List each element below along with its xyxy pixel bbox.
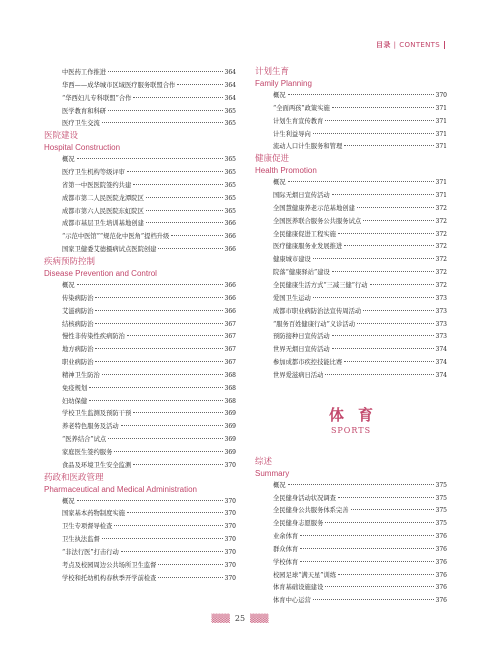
toc-entry (255, 557, 447, 570)
entry-title: 全民健身公共服务体系完善 (273, 507, 349, 515)
entry-page: 375 (435, 520, 447, 528)
entry-page: 370 (224, 461, 236, 469)
entry-page: 373 (435, 320, 447, 328)
dot-leader (127, 171, 223, 172)
entry-page: 364 (224, 81, 236, 89)
entry-title: 国家卫健委艾德摄病试点医院创建 (62, 246, 157, 254)
dot-leader (146, 210, 223, 211)
dot-leader (121, 551, 223, 552)
dot-leader (95, 310, 222, 311)
entry-page: 371 (435, 179, 447, 187)
entry-page: 365 (224, 181, 236, 189)
entry-title: 家庭医生签约服务 (62, 448, 113, 456)
entry-page: 372 (435, 217, 447, 225)
entry-title: 省第一中医医院签约共建 (62, 181, 132, 189)
section-title-en: Disease Prevention and Control (44, 268, 157, 278)
footer-ornament-left: ▒▒▒ (211, 614, 230, 623)
entry-title: 学校卫生监测及预防干预 (62, 410, 132, 418)
dot-leader (344, 245, 433, 246)
entry-page: 366 (224, 281, 236, 289)
toc-entry (255, 331, 447, 344)
dot-leader (146, 222, 223, 223)
entry-page: 365 (224, 107, 236, 115)
entry-page: 370 (224, 497, 236, 505)
toc-entry (255, 531, 447, 544)
section-title-en: Pharmaceutical and Medical Administration (44, 484, 197, 494)
entry-title: 食品及环境卫生安全监测 (62, 461, 132, 469)
dot-leader (332, 271, 434, 272)
toc-entry (44, 180, 236, 193)
dot-leader (325, 522, 433, 523)
dot-leader (332, 107, 434, 108)
entry-title: 艾滋病防治 (62, 307, 94, 315)
entry-title: 概况 (62, 497, 75, 505)
entry-page: 373 (435, 307, 447, 315)
toc-entry (44, 167, 236, 180)
dot-leader (95, 361, 222, 362)
toc-entry (255, 190, 447, 203)
section-title-cn: 疾病预防控制 (44, 256, 96, 267)
dot-leader (171, 235, 222, 236)
entry-page: 375 (435, 494, 447, 502)
entry-title: 全民健康促进工程实施 (273, 230, 336, 238)
dot-leader (357, 323, 434, 324)
dot-leader (158, 248, 222, 249)
toc-entry (44, 244, 236, 257)
entry-page: 372 (435, 243, 447, 251)
entry-title: 全民健康生活方式“三减三健”行动 (273, 281, 368, 289)
dot-leader (313, 258, 434, 259)
dot-leader (313, 599, 434, 600)
toc-entry (255, 370, 447, 383)
toc-entry (44, 460, 236, 473)
entry-title: “服务百姓健康行动”义诊活动 (273, 320, 356, 328)
toc-entry (255, 229, 447, 242)
dot-leader (102, 122, 223, 123)
toc-entry (255, 129, 447, 142)
toc-entry (44, 434, 236, 447)
entry-page: 376 (435, 584, 447, 592)
dot-leader (288, 484, 434, 485)
entry-title: 慢性非传染性疾病防治 (62, 333, 125, 341)
dot-leader (363, 310, 433, 311)
entry-title: “示范中医馆”“规范化中医角”提档升级 (62, 233, 170, 241)
entry-page: 371 (435, 192, 447, 200)
toc-entry (44, 383, 236, 396)
dot-leader (338, 497, 434, 498)
entry-title: 免疫规划 (62, 384, 88, 392)
entry-title: 医疗卫生交流 (62, 120, 100, 128)
dot-leader (127, 335, 223, 336)
entry-page: 376 (435, 597, 447, 605)
toc-entry (44, 206, 236, 219)
entry-title: 全国医养联合服务公共服务试点 (273, 217, 362, 225)
entry-page: 372 (435, 204, 447, 212)
entry-page: 368 (224, 371, 236, 379)
entry-page: 373 (435, 333, 447, 341)
toc-entry (255, 203, 447, 216)
entry-page: 365 (224, 169, 236, 177)
entry-title: “华西妇儿专科联盟”合作 (62, 94, 132, 102)
toc-entry (44, 573, 236, 586)
entry-title: 医疗健康服务业发展推进 (273, 243, 343, 251)
entry-page: 375 (435, 481, 447, 489)
dot-leader (351, 509, 434, 510)
entry-page: 375 (435, 507, 447, 515)
entry-title: 医学教育和科研 (62, 107, 107, 115)
entry-page: 366 (224, 233, 236, 241)
toc-entry (255, 177, 447, 190)
entry-page: 374 (435, 346, 447, 354)
dot-leader (325, 120, 433, 121)
entry-title: 学校体育 (273, 558, 299, 566)
entry-title: 学校和托幼机构春秋季开学前检查 (62, 574, 157, 582)
entry-title: 地方病防治 (62, 346, 94, 354)
entry-title: 业余体育 (273, 533, 299, 541)
part-title-en: SPORTS (330, 425, 372, 435)
entry-page: 370 (435, 92, 447, 99)
running-header: 目录 | CONTENTS (376, 40, 445, 50)
dot-leader (300, 561, 433, 562)
section-title-cn: 计划生育 (255, 67, 290, 77)
dot-leader (102, 538, 223, 539)
toc-entry (255, 306, 447, 319)
entry-page: 366 (224, 246, 236, 254)
section-title-en: Health Promotion (255, 166, 317, 176)
entry-page: 367 (224, 333, 236, 341)
entry-page: 370 (224, 574, 236, 582)
entry-title: 健康城市建设 (273, 256, 311, 264)
toc-entry (44, 396, 236, 409)
entry-page: 367 (224, 359, 236, 367)
dot-leader (325, 374, 433, 375)
toc-entry (255, 518, 447, 531)
entry-page: 372 (435, 230, 447, 238)
entry-page: 364 (224, 69, 236, 76)
entry-title: “非法行医”打击行动 (62, 549, 119, 556)
entry-title: 国家基本药物制度实施 (62, 510, 125, 518)
dot-leader (344, 361, 433, 362)
header-bar (444, 41, 445, 49)
entry-page: 366 (224, 294, 236, 302)
toc-entry (44, 67, 236, 80)
toc-entry (255, 280, 447, 293)
entry-page: 371 (435, 117, 447, 125)
toc-right-column (255, 67, 447, 608)
entry-title: 考点及校园周边公共场所卫生监督 (62, 561, 157, 569)
entry-page: 365 (224, 120, 236, 128)
dot-leader (127, 512, 223, 513)
toc-entry (255, 254, 447, 267)
toc-entry (255, 90, 447, 103)
entry-title: 校园足球“满天星”训练 (273, 571, 337, 579)
entry-page: 374 (435, 359, 447, 367)
dot-leader (108, 110, 222, 111)
toc-entry (44, 231, 236, 244)
entry-page: 365 (224, 207, 236, 215)
dot-leader (89, 400, 222, 401)
entry-page: 366 (224, 220, 236, 228)
entry-page: 374 (435, 371, 447, 379)
entry-title: 成都市职业病防治法宣传周活动 (273, 307, 362, 315)
toc-entry (255, 241, 447, 254)
entry-page: 371 (435, 143, 447, 151)
entry-title: 群众体育 (273, 545, 299, 553)
dot-leader (133, 184, 222, 185)
dot-leader (77, 500, 223, 501)
dot-leader (363, 220, 433, 221)
section-title-cn: 健康促进 (255, 154, 290, 165)
dot-leader (332, 335, 434, 336)
entry-title: 计划生育宣传教育 (273, 117, 324, 125)
header-subtitle: CONTENTS (399, 41, 440, 49)
toc-entry (255, 357, 447, 370)
entry-page: 371 (435, 130, 447, 138)
header-title: 目录 (376, 41, 391, 49)
section-title-en: Hospital Construction (44, 143, 121, 153)
dot-leader (95, 323, 222, 324)
entry-page: 372 (435, 269, 447, 277)
toc-entry (255, 582, 447, 595)
toc-entry (44, 521, 236, 534)
dot-leader (288, 94, 434, 95)
entry-page: 368 (224, 384, 236, 392)
toc-entry (44, 344, 236, 357)
toc-entry (44, 306, 236, 319)
dot-leader (108, 71, 222, 72)
page-footer (0, 614, 480, 623)
toc-entry (255, 293, 447, 306)
entry-page: 367 (224, 320, 236, 328)
dot-leader (338, 233, 434, 234)
entry-title: 妇幼保健 (62, 397, 88, 405)
toc-entry (255, 480, 447, 493)
entry-page: 373 (435, 294, 447, 302)
dot-leader (146, 197, 223, 198)
entry-page: 368 (224, 397, 236, 405)
entry-title: “全面两孩”政策实施 (273, 104, 330, 112)
dot-leader (313, 133, 434, 134)
entry-title: 职业病防治 (62, 359, 94, 367)
entry-title: 概况 (62, 281, 75, 289)
entry-title: 全民健身志愿服务 (273, 520, 324, 528)
toc-entry (44, 534, 236, 547)
dot-leader (300, 535, 433, 536)
toc-entry (44, 118, 236, 131)
entry-title: “医养结合”试点 (62, 436, 107, 444)
entry-title: 概况 (62, 156, 75, 164)
toc-entry (44, 106, 236, 119)
dot-leader (121, 425, 223, 426)
entry-title: 体育中心运营 (273, 597, 311, 605)
entry-page: 367 (224, 346, 236, 354)
dot-leader (177, 84, 222, 85)
toc-entry (44, 218, 236, 231)
dot-leader (300, 548, 433, 549)
entry-title: 卫生专项督导检查 (62, 523, 113, 531)
dot-leader (288, 181, 434, 182)
dot-leader (338, 574, 433, 575)
dot-leader (114, 525, 222, 526)
entry-title: 成都市基层卫生培训基地创建 (62, 220, 144, 228)
dot-leader (77, 284, 223, 285)
page-number: 25 (234, 614, 246, 623)
toc-entry (255, 344, 447, 357)
entry-title: 结核病防治 (62, 320, 94, 328)
entry-page: 365 (224, 156, 236, 164)
dot-leader (332, 194, 434, 195)
toc-entry (44, 496, 236, 509)
dot-leader (158, 564, 222, 565)
entry-page: 369 (224, 423, 236, 431)
section-title-cn: 医院建设 (44, 131, 79, 142)
entry-title: 流动人口计生服务和管理 (273, 143, 343, 151)
toc-entry (44, 319, 236, 332)
toc-entry (44, 331, 236, 344)
entry-page: 369 (224, 448, 236, 456)
part-title-cn: 体育 (328, 405, 387, 424)
entry-title: 精神卫生防治 (62, 371, 100, 379)
footer-ornament-right: ▒▒▒ (250, 614, 269, 623)
toc-entry (44, 80, 236, 93)
toc-entry (44, 421, 236, 434)
toc-entry (255, 141, 447, 154)
entry-title: 全民健身活动状况调查 (273, 494, 336, 502)
toc-entry (44, 370, 236, 383)
entry-page: 371 (435, 104, 447, 112)
dot-leader (108, 438, 222, 439)
entry-title: 养老特色服务及活动 (62, 423, 119, 431)
entry-title: 成都市第六人民医院东虹院区 (62, 207, 144, 215)
entry-title: 概况 (273, 179, 286, 187)
dot-leader (344, 145, 433, 146)
entry-page: 370 (224, 561, 236, 569)
entry-title: 卫生执法监督 (62, 536, 100, 544)
section-title-en: Summary (255, 468, 290, 478)
dot-leader (77, 158, 223, 159)
entry-page: 370 (224, 536, 236, 544)
entry-page: 372 (435, 256, 447, 264)
entry-title: 全国慧健康养老示范基地创建 (273, 204, 355, 212)
entry-title: 世界爱滋病日活动 (273, 371, 324, 379)
toc-entry (255, 595, 447, 608)
entry-title: 体育基础设施建设 (273, 584, 324, 592)
toc-entry (255, 505, 447, 518)
dot-leader (158, 577, 222, 578)
entry-page: 369 (224, 436, 236, 444)
entry-page: 364 (224, 94, 236, 102)
toc-entry (44, 193, 236, 206)
toc-entry (255, 493, 447, 506)
entry-title: 计生利益导向 (273, 130, 311, 138)
entry-title: 爱国卫生运动 (273, 294, 311, 302)
entry-title: 参加成都市疾控技能比赛 (273, 359, 343, 367)
entry-page: 366 (224, 307, 236, 315)
entry-title: 世界无烟日宣传活动 (273, 346, 330, 354)
dot-leader (102, 374, 223, 375)
entry-title: 国际无烟日宣传活动 (273, 192, 330, 200)
dot-leader (313, 297, 434, 298)
toc-entry (44, 508, 236, 521)
toc-entry (44, 547, 236, 560)
dot-leader (370, 284, 434, 285)
toc-entry (255, 267, 447, 280)
toc-entry (255, 216, 447, 229)
dot-leader (89, 387, 222, 388)
entry-title: 传染病防治 (62, 294, 94, 302)
toc-entry (44, 560, 236, 573)
entry-title: 院落“健康驿站”建设 (273, 269, 330, 277)
toc-entry (44, 93, 236, 106)
entry-title: 概况 (273, 481, 286, 489)
toc-entry (44, 280, 236, 293)
toc-entry (44, 154, 236, 167)
toc-entry (255, 544, 447, 557)
toc-left-column (44, 67, 236, 586)
toc-entry (44, 408, 236, 421)
entry-page: 376 (435, 533, 447, 541)
entry-page: 370 (224, 523, 236, 531)
toc-entry (255, 570, 447, 583)
dot-leader (357, 207, 434, 208)
dot-leader (114, 451, 222, 452)
entry-page: 365 (224, 194, 236, 202)
entry-page: 370 (224, 510, 236, 518)
toc-entry (255, 103, 447, 116)
entry-page: 376 (435, 558, 447, 566)
entry-page: 369 (224, 410, 236, 418)
dot-leader (325, 586, 433, 587)
toc-entry (255, 116, 447, 129)
dot-leader (332, 348, 434, 349)
dot-leader (133, 412, 222, 413)
entry-page: 372 (435, 281, 447, 289)
dot-leader (133, 97, 222, 98)
entry-page: 370 (224, 549, 236, 556)
entry-title: 中医药工作推进 (62, 69, 107, 76)
dot-leader (133, 464, 222, 465)
entry-title: 概况 (273, 92, 286, 99)
dot-leader (95, 348, 222, 349)
toc-entry (44, 293, 236, 306)
entry-page: 376 (435, 545, 447, 553)
entry-page: 376 (435, 571, 447, 579)
dot-leader (95, 297, 222, 298)
entry-title: 医疗卫生机构等级评审 (62, 169, 125, 177)
entry-title: 华西——成华城市区域医疗服务联盟合作 (62, 81, 176, 89)
toc-entry (44, 447, 236, 460)
toc-entry (44, 357, 236, 370)
section-title-cn: 综述 (255, 456, 273, 467)
entry-title: 成都市第二人民医院龙潭院区 (62, 194, 144, 202)
toc-entry (255, 319, 447, 332)
part-heading (255, 405, 447, 437)
section-title-cn: 药政和医政管理 (44, 472, 104, 483)
section-title-en: Family Planning (255, 79, 312, 88)
entry-title: 预防接种日宣传活动 (273, 333, 330, 341)
